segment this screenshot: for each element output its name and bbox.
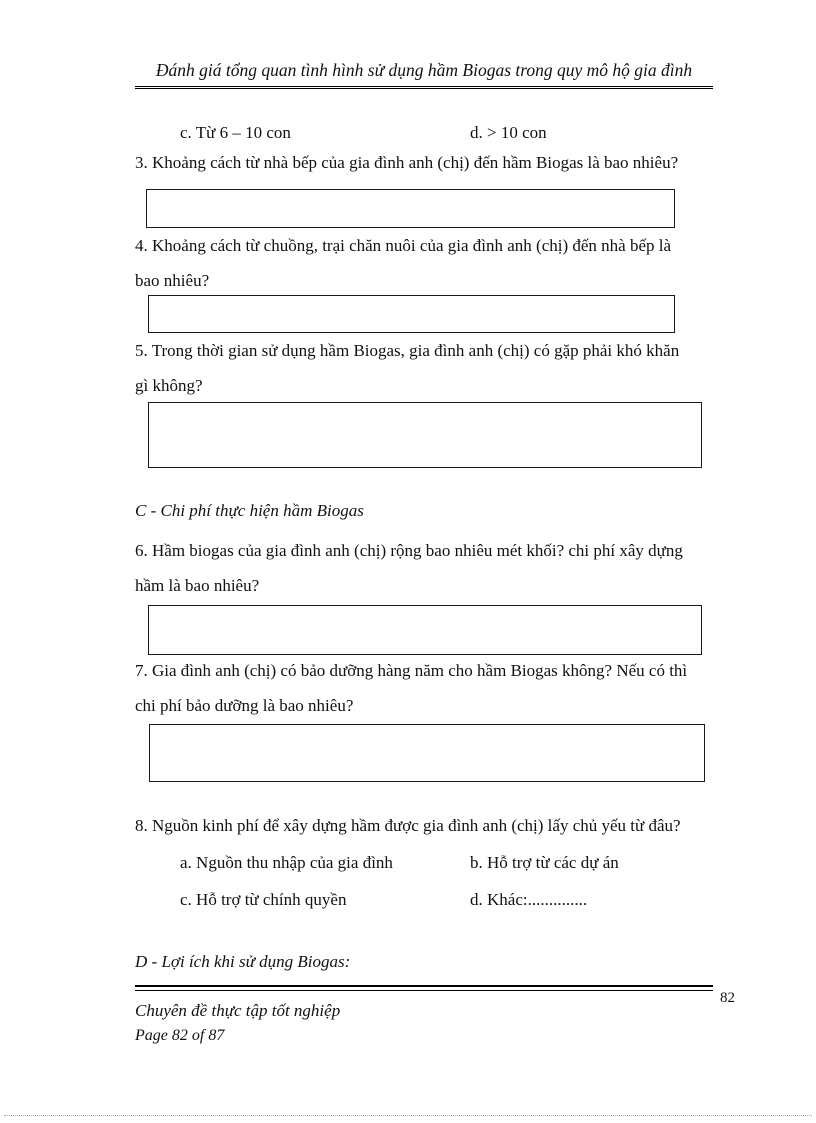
document-header-title: Đánh giá tổng quan tình hình sử dụng hầm Biogas trong quy mô hộ gia đình [135, 60, 713, 89]
question-7-text-line1: 7. Gia đình anh (chị) có bảo dưỡng hàng năm cho hầm Biogas không? Nếu có thì [135, 661, 688, 680]
question-4-text-line1: 4. Khoảng cách từ chuồng, trại chăn nuôi của gia đình anh (chị) đến nhà bếp là [135, 236, 672, 255]
question-5-text-line1: 5. Trong thời gian sử dụng hầm Biogas, gia đình anh (chị) có gặp phải khó khăn [135, 341, 680, 360]
answer-box-q7[interactable] [149, 724, 705, 782]
question-8-option-a: a. Nguồn thu nhập của gia đình [180, 853, 393, 872]
answer-box-q6[interactable] [148, 605, 702, 655]
section-d-heading: D - Lợi ích khi sử dụng Biogas: [135, 952, 351, 971]
question-7-text-line2: chi phí bảo dưỡng là bao nhiêu? [135, 696, 354, 715]
question-8-option-d: d. Khác:.............. [470, 890, 588, 909]
section-c-heading: C - Chi phí thực hiện hầm Biogas [135, 501, 364, 520]
page-number: 82 [720, 990, 735, 1006]
question-5-text-line2: gì không? [135, 376, 203, 395]
question-3-text: 3. Khoảng cách từ nhà bếp của gia đình anh (chị) đến hầm Biogas là bao nhiêu? [135, 153, 679, 172]
answer-box-q3[interactable] [146, 189, 675, 228]
answer-box-q5[interactable] [148, 402, 702, 468]
footer-page-indicator: Page 82 of 87 [135, 1027, 225, 1044]
answer-box-q4[interactable] [148, 295, 675, 333]
footer-divider-line [135, 985, 713, 991]
question-4-text-line2: bao nhiêu? [135, 271, 210, 290]
question-8-option-b: b. Hỗ trợ từ các dự án [470, 853, 619, 872]
question-6-text-line2: hầm là bao nhiêu? [135, 576, 260, 595]
page-boundary-dotted-line [4, 1115, 812, 1116]
footer-document-title: Chuyên đề thực tập tốt nghiệp [135, 1001, 341, 1020]
prev-question-option-d: d. > 10 con [470, 123, 547, 142]
prev-question-option-c: c. Từ 6 – 10 con [180, 123, 291, 142]
question-6-text-line1: 6. Hầm biogas của gia đình anh (chị) rộng bao nhiêu mét khối? chi phí xây dựng [135, 541, 683, 560]
question-8-option-c: c. Hỗ trợ từ chính quyền [180, 890, 347, 909]
question-8-text: 8. Nguồn kinh phí để xây dựng hầm được gia đình anh (chị) lấy chủ yếu từ đâu? [135, 816, 681, 835]
